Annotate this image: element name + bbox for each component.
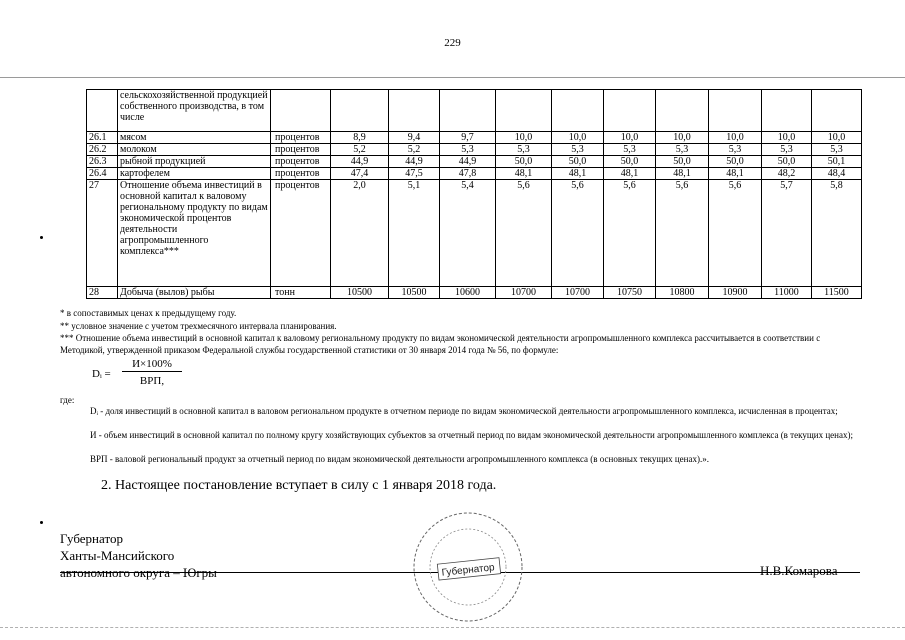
value-cell: 44,9: [331, 156, 389, 168]
row-number-cell: 27: [87, 180, 118, 287]
value-cell: 10750: [604, 287, 656, 299]
table-row: [87, 180, 862, 287]
explanation-vrp: ВРП - валовой региональный продукт за отчетный период по видам экономической деятельности агропромышленного комплекса (в основных текущих ценах).».: [90, 454, 709, 464]
signatory-title-line3: автономного округа – Югры: [60, 565, 217, 580]
indicator-name-cell: картофелем: [118, 168, 271, 180]
row-number-cell: 26.3: [87, 156, 118, 168]
unit-cell: тонн: [271, 287, 331, 299]
official-seal-stamp: [408, 505, 528, 625]
value-cell: 5,3: [812, 144, 862, 156]
value-cell: 47,8: [440, 168, 496, 180]
value-cell: 10,0: [496, 132, 552, 144]
value-cell: 10800: [656, 287, 709, 299]
indicator-name-cell: Добыча (вылов) рыбы: [118, 287, 271, 299]
value-cell: 5,3: [656, 144, 709, 156]
value-cell: 48,1: [496, 168, 552, 180]
table-row: [87, 287, 862, 299]
formula-lhs: Dᵢ =: [92, 368, 111, 380]
value-cell: 2,0: [331, 180, 389, 287]
explanation-i: И - объем инвестиций в основной капитал по полному кругу хозяйствующих субъектов за отчетный период по видам экономической деятельности агропромышленного комплекса (в текущих ценах);: [90, 430, 853, 440]
where-label: где:: [60, 395, 75, 405]
value-cell: 5,6: [709, 180, 762, 287]
value-cell: 48,1: [604, 168, 656, 180]
value-cell: 47,4: [331, 168, 389, 180]
indicator-name-cell: молоком: [118, 144, 271, 156]
margin-dot-1: [40, 236, 43, 239]
value-cell: 50,0: [656, 156, 709, 168]
value-cell: [496, 90, 552, 132]
value-cell: 10500: [389, 287, 440, 299]
footnote-3: *** Отношение объема инвестиций в основной капитал к валовому региональному продукту по видам экономической деятельности агропромышленного комплекса рассчитывается в соответствии с Методикой, утвержденной приказом Федеральной службы государственной статистики от 30 января 2014 года № 56, по формуле:: [60, 333, 821, 355]
row-number-cell: 26.1: [87, 132, 118, 144]
value-cell: 9,7: [440, 132, 496, 144]
value-cell: 44,9: [440, 156, 496, 168]
page-number: 229: [444, 37, 461, 49]
value-cell: 50,0: [552, 156, 604, 168]
value-cell: 11500: [812, 287, 862, 299]
footnote-1: * в сопоставимых ценах к предыдущему году.: [60, 308, 237, 318]
value-cell: 48,2: [762, 168, 812, 180]
value-cell: 10,0: [812, 132, 862, 144]
formula: [92, 358, 212, 394]
value-cell: 5,6: [604, 180, 656, 287]
value-cell: 5,3: [440, 144, 496, 156]
value-cell: 5,6: [656, 180, 709, 287]
unit-cell: [271, 90, 331, 132]
value-cell: 10700: [496, 287, 552, 299]
indicator-name-cell: рыбной продукцией: [118, 156, 271, 168]
value-cell: 5,3: [762, 144, 812, 156]
signatory-title-line2: Ханты-Мансийского: [60, 548, 175, 563]
value-cell: 48,1: [552, 168, 604, 180]
value-cell: 5,4: [440, 180, 496, 287]
value-cell: 10,0: [762, 132, 812, 144]
table-row: [87, 90, 862, 132]
value-cell: 50,0: [709, 156, 762, 168]
top-divider: [0, 77, 905, 78]
value-cell: 10,0: [709, 132, 762, 144]
value-cell: 48,1: [709, 168, 762, 180]
value-cell: [552, 90, 604, 132]
value-cell: 47,5: [389, 168, 440, 180]
value-cell: 48,4: [812, 168, 862, 180]
unit-cell: процентов: [271, 180, 331, 287]
value-cell: 10,0: [656, 132, 709, 144]
value-cell: [656, 90, 709, 132]
formula-numerator: И×100%: [122, 358, 182, 372]
value-cell: 5,3: [496, 144, 552, 156]
margin-dot-2: [40, 521, 43, 524]
table-row: [87, 144, 862, 156]
row-number-cell: [87, 90, 118, 132]
footnote-2: ** условное значение с учетом трехмесячного интервала планирования.: [60, 321, 337, 331]
formula-denominator: ВРП,: [139, 375, 165, 387]
indicators-table: [86, 89, 862, 299]
indicator-name-cell: сельскохозяйственной продукцией собственного производства, в том числе: [118, 90, 271, 132]
value-cell: 50,0: [604, 156, 656, 168]
value-cell: 10600: [440, 287, 496, 299]
table-row: [87, 168, 862, 180]
value-cell: 50,1: [812, 156, 862, 168]
signatory-title-line1: Губернатор: [60, 531, 123, 546]
value-cell: 5,8: [812, 180, 862, 287]
indicator-name-cell: Отношение объема инвестиций в основной капитал к валовому региональному продукту по видам экономической процентов деятельности агропромышленного комплекса***: [118, 180, 271, 287]
value-cell: 10700: [552, 287, 604, 299]
value-cell: 10,0: [604, 132, 656, 144]
value-cell: 11000: [762, 287, 812, 299]
unit-cell: процентов: [271, 168, 331, 180]
value-cell: 5,3: [709, 144, 762, 156]
row-number-cell: 26.2: [87, 144, 118, 156]
unit-cell: процентов: [271, 144, 331, 156]
unit-cell: процентов: [271, 156, 331, 168]
value-cell: 44,9: [389, 156, 440, 168]
value-cell: [812, 90, 862, 132]
signatory-title: [60, 530, 217, 581]
signatory-name: Н.В.Комарова: [760, 563, 838, 578]
value-cell: 8,9: [331, 132, 389, 144]
value-cell: 5,3: [604, 144, 656, 156]
value-cell: 10,0: [552, 132, 604, 144]
explanation-d: Dᵢ - доля инвестиций в основной капитал в валовом региональном продукте в отчетном периоде по видам экономической деятельности агропромышленного комплекса, исчисленная в процентах;: [90, 406, 838, 416]
value-cell: 9,4: [389, 132, 440, 144]
value-cell: 10500: [331, 287, 389, 299]
value-cell: 5,2: [389, 144, 440, 156]
value-cell: 5,2: [331, 144, 389, 156]
value-cell: 50,0: [762, 156, 812, 168]
value-cell: 10900: [709, 287, 762, 299]
indicator-name-cell: мясом: [118, 132, 271, 144]
value-cell: [604, 90, 656, 132]
value-cell: 5,7: [762, 180, 812, 287]
unit-cell: процентов: [271, 132, 331, 144]
value-cell: [331, 90, 389, 132]
row-number-cell: 26.4: [87, 168, 118, 180]
decree-text: 2. Настоящее постановление вступает в силу с 1 января 2018 года.: [101, 478, 497, 493]
table-row: [87, 132, 862, 144]
table-row: [87, 156, 862, 168]
row-number-cell: 28: [87, 287, 118, 299]
value-cell: 50,0: [496, 156, 552, 168]
value-cell: 5,1: [389, 180, 440, 287]
value-cell: [709, 90, 762, 132]
value-cell: [440, 90, 496, 132]
value-cell: 5,6: [552, 180, 604, 287]
value-cell: [389, 90, 440, 132]
value-cell: 48,1: [656, 168, 709, 180]
value-cell: 5,3: [552, 144, 604, 156]
value-cell: 5,6: [496, 180, 552, 287]
seal-text: Губернатор: [441, 562, 496, 579]
bottom-divider: [0, 627, 905, 628]
value-cell: [762, 90, 812, 132]
